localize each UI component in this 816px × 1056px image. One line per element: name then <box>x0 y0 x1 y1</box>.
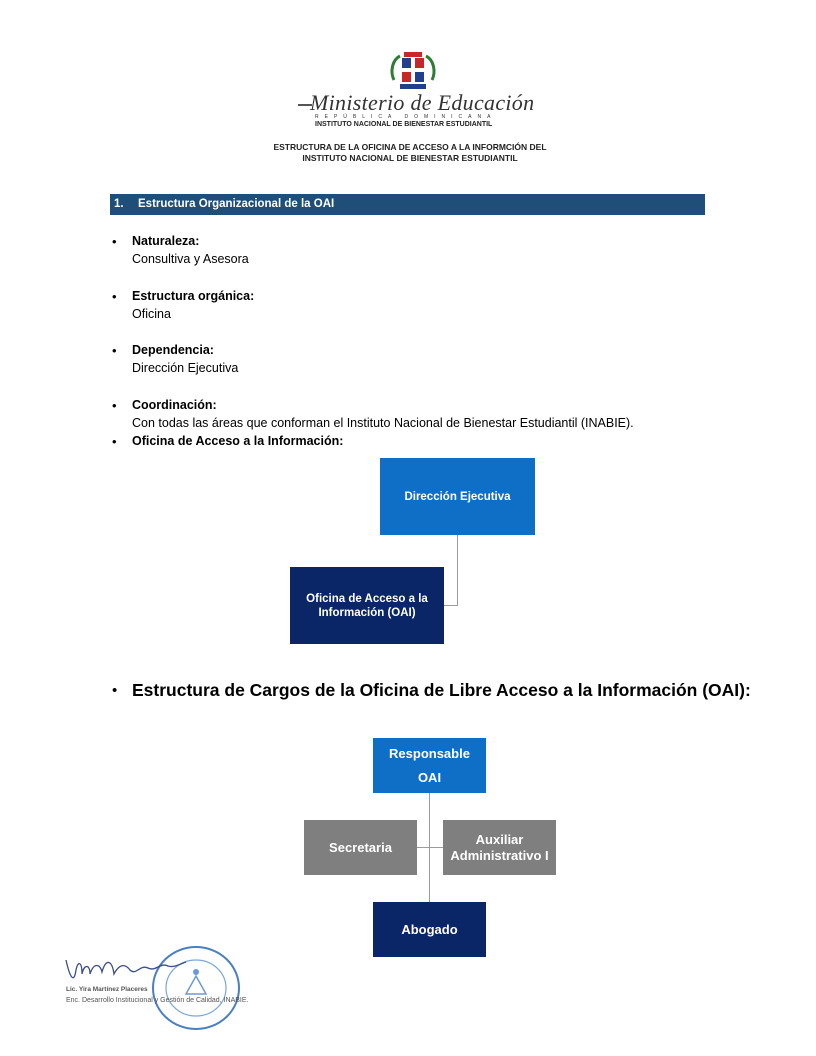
item-label-coordinacion: Coordinación: <box>132 398 217 412</box>
document-title: ESTRUCTURA DE LA OFICINA DE ACCESO A LA INFORMCIÓN DEL INSTITUTO NACIONAL DE BIENESTAR ESTUDIANTIL <box>273 142 547 163</box>
section-number: 1. <box>114 198 124 210</box>
bullet: • <box>112 343 117 358</box>
bullet: • <box>112 682 118 699</box>
bullet: • <box>112 289 117 304</box>
handwritten-signature <box>60 950 190 990</box>
connector-line <box>417 847 443 848</box>
org-box-auxiliar-administrativo: Auxiliar Administrativo I <box>443 820 556 875</box>
cargos-heading: Estructura de Cargos de la Oficina de Libre Acceso a la Información (OAI): <box>132 680 751 700</box>
item-value-estructura: Oficina <box>132 307 171 321</box>
item-label-dependencia: Dependencia: <box>132 343 214 357</box>
coat-of-arms-logo <box>388 50 438 94</box>
item-label-estructura: Estructura orgánica: <box>132 289 255 303</box>
signatory-name: Lic. Yira Martínez Placeres <box>66 986 148 993</box>
org-box-direccion-ejecutiva: Dirección Ejecutiva <box>380 458 535 535</box>
connector-line <box>444 605 458 606</box>
bullet: • <box>112 434 117 449</box>
org-box-responsable-oai <box>373 738 486 793</box>
bullet: • <box>112 398 117 413</box>
connector-line <box>457 535 458 606</box>
instituto-text: INSTITUTO NACIONAL DE BIENESTAR ESTUDIANTIL <box>315 121 493 128</box>
item-label-naturaleza: Naturaleza: <box>132 234 200 248</box>
bullet: • <box>112 234 117 249</box>
item-value-dependencia: Dirección Ejecutiva <box>132 361 239 375</box>
item-value-naturaleza: Consultiva y Asesora <box>132 252 249 266</box>
ministry-logo-text: Ministerio de Educación <box>310 90 535 115</box>
responsable-line-2: OAI <box>417 769 442 785</box>
republica-text: REPÚBLICA DOMINICANA <box>315 114 497 120</box>
item-value-coordinacion: Con todas las áreas que conforman el Instituto Nacional de Bienestar Estudiantil (INABIE). <box>132 416 634 430</box>
item-label-oficina: Oficina de Acceso a la Información: <box>132 434 344 448</box>
section-header <box>110 194 705 215</box>
org-box-oai: Oficina de Acceso a la Información (OAI) <box>290 567 444 644</box>
responsable-line-1: Responsable <box>389 745 470 761</box>
section-title: Estructura Organizacional de la OAI <box>138 198 335 210</box>
org-box-abogado: Abogado <box>373 902 486 957</box>
org-box-secretaria: Secretaria <box>304 820 417 875</box>
signatory-role: Enc. Desarrollo Institucional y Gestión de Calidad, INABIE. <box>66 997 249 1004</box>
